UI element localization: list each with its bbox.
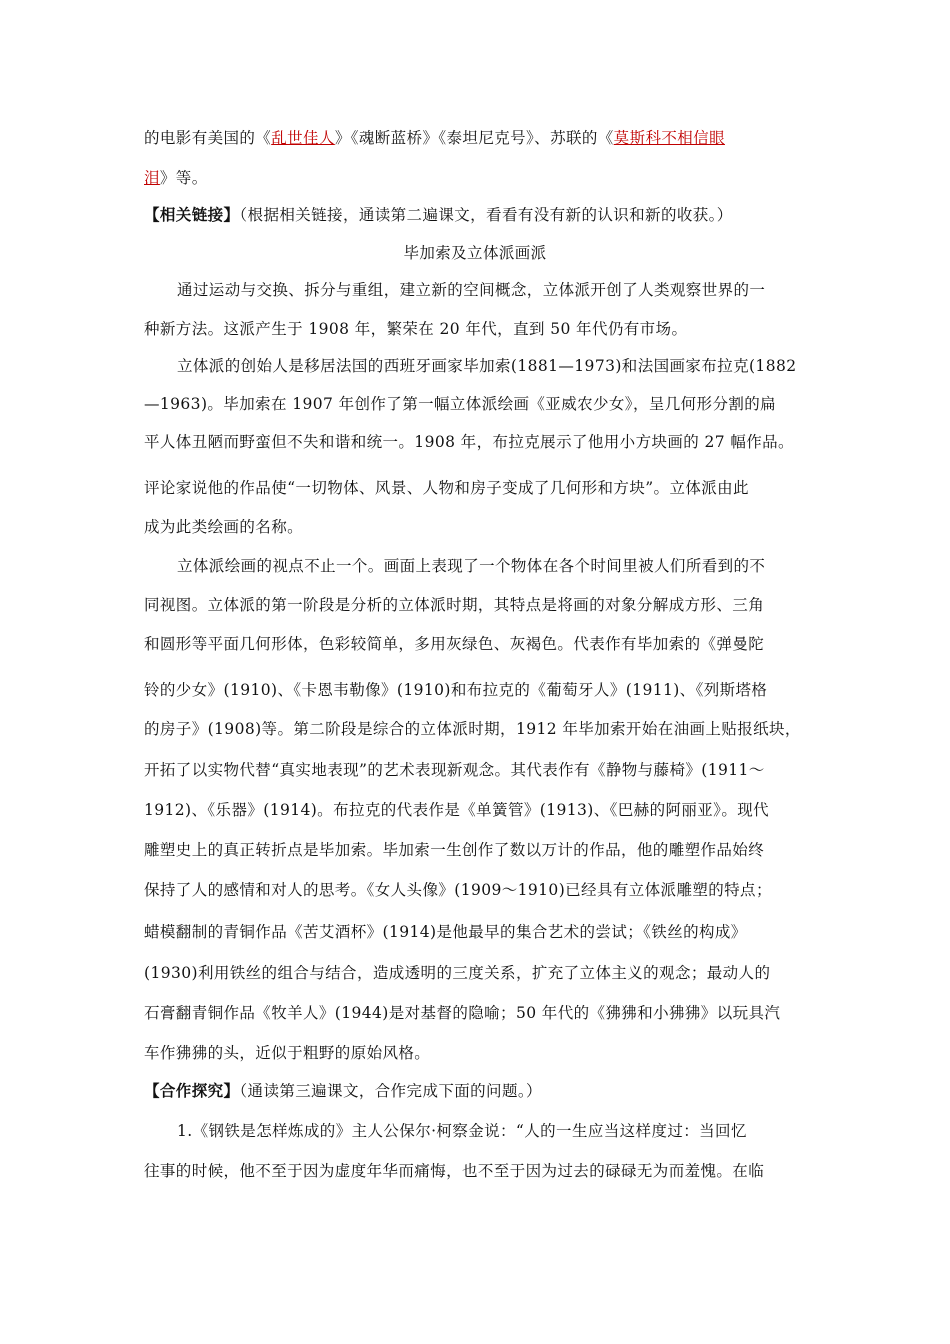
film-list-line-1	[144, 127, 824, 149]
related-links-heading: 【相关链接】	[144, 205, 240, 224]
body-line: 立体派绘画的视点不止一个。画面上表现了一个物体在各个时间里被人们所看到的不	[177, 557, 766, 575]
body-line: 和圆形等平面几何形体，色彩较简单，多用灰绿色、灰褐色。代表作有毕加索的《弹曼陀	[144, 635, 765, 653]
body-line: 雕塑史上的真正转折点是毕加索。毕加索一生创作了数以万计的作品，他的雕塑作品始终	[144, 841, 765, 859]
body-line: 种新方法。这派产生于 1908 年，繁荣在 20 年代，直到 50 年代仍有市场。	[144, 320, 688, 338]
related-links-instruction: （根据相关链接，通读第二遍课文，看看有没有新的认识和新的收获。）	[239, 206, 733, 224]
article-title: 毕加索及立体派画派	[403, 244, 547, 262]
question-1-line-1: 1.《钢铁是怎样炼成的》主人公保尔·柯察金说：“人的一生应当这样度过：当回忆	[177, 1122, 747, 1140]
body-line: 通过运动与交换、拆分与重组，建立新的空间概念，立体派开创了人类观察世界的一	[177, 281, 766, 299]
body-line: 石膏翻青铜作品《牧羊人》(1944)是对基督的隐喻；50 年代的《狒狒和小狒狒》以玩具汽	[144, 1004, 781, 1022]
body-line: 立体派的创始人是移居法国的西班牙画家毕加索(1881—1973)和法国画家布拉克(1882	[177, 357, 797, 375]
body-line: 开拓了以实物代替“真实地表现”的艺术表现新观念。其代表作有《静物与藤椅》(1911～	[144, 761, 765, 779]
body-line: 铃的少女》(1910)、《卡恩韦勒像》(1910)和布拉克的《葡萄牙人》(1911)、《列斯塔格	[144, 681, 768, 699]
film-link-moscow-part-1[interactable]: 莫斯科不相信眼	[613, 129, 725, 147]
body-line: 评论家说他的作品使“一切物体、风景、人物和房子变成了几何形和方块”。立体派由此	[144, 479, 749, 497]
cooperation-heading: 【合作探究】	[144, 1081, 240, 1100]
body-line: 的房子》(1908)等。第二阶段是综合的立体派时期，1912 年毕加索开始在油画上贴报纸块，	[144, 720, 801, 738]
film-link-moscow-part-2[interactable]: 泪	[144, 169, 160, 187]
film-list-line-2	[144, 167, 824, 189]
body-line: 成为此类绘画的名称。	[144, 518, 304, 536]
text-segment: 》《魂断蓝桥》《泰坦尼克号》、苏联的《	[334, 129, 614, 147]
cooperation-instruction: （通读第三遍课文，合作完成下面的问题。）	[239, 1082, 542, 1100]
body-line: (1930)利用铁丝的组合与结合，造成透明的三度关系，扩充了立体主义的观念；最动人的	[144, 964, 771, 982]
related-links-line	[144, 204, 824, 226]
body-line: 蜡模翻制的青铜作品《苦艾酒杯》(1914)是他最早的集合艺术的尝试；《铁丝的构成》	[144, 923, 747, 941]
body-line: —1963)。毕加索在 1907 年创作了第一幅立体派绘画《亚威农少女》，呈几何形分割的扁	[144, 395, 777, 413]
text-segment: 》等。	[159, 169, 208, 187]
body-line: 车作狒狒的头，近似于粗野的原始风格。	[144, 1044, 431, 1062]
body-line: 同视图。立体派的第一阶段是分析的立体派时期，其特点是将画的对象分解成方形、三角	[144, 596, 765, 614]
film-link-gone-with-the-wind[interactable]: 乱世佳人	[271, 129, 335, 147]
question-1-line-2: 往事的时候，他不至于因为虚度年华而痛悔，也不至于因为过去的碌碌无为而羞愧。在临	[144, 1162, 765, 1180]
cooperation-line	[144, 1080, 824, 1102]
body-line: 保持了人的感情和对人的思考。《女人头像》(1909～1910)已经具有立体派雕塑的特点；	[144, 881, 772, 899]
body-line: 平人体丑陋而野蛮但不失和谐和统一。1908 年，布拉克展示了他用小方块画的 27 幅作品。	[144, 433, 794, 451]
body-line: 1912)、《乐器》(1914)。布拉克的代表作是《单簧管》(1913)、《巴赫的阿丽亚》。现代	[144, 801, 770, 819]
text-segment: 的电影有美国的《	[144, 129, 272, 147]
